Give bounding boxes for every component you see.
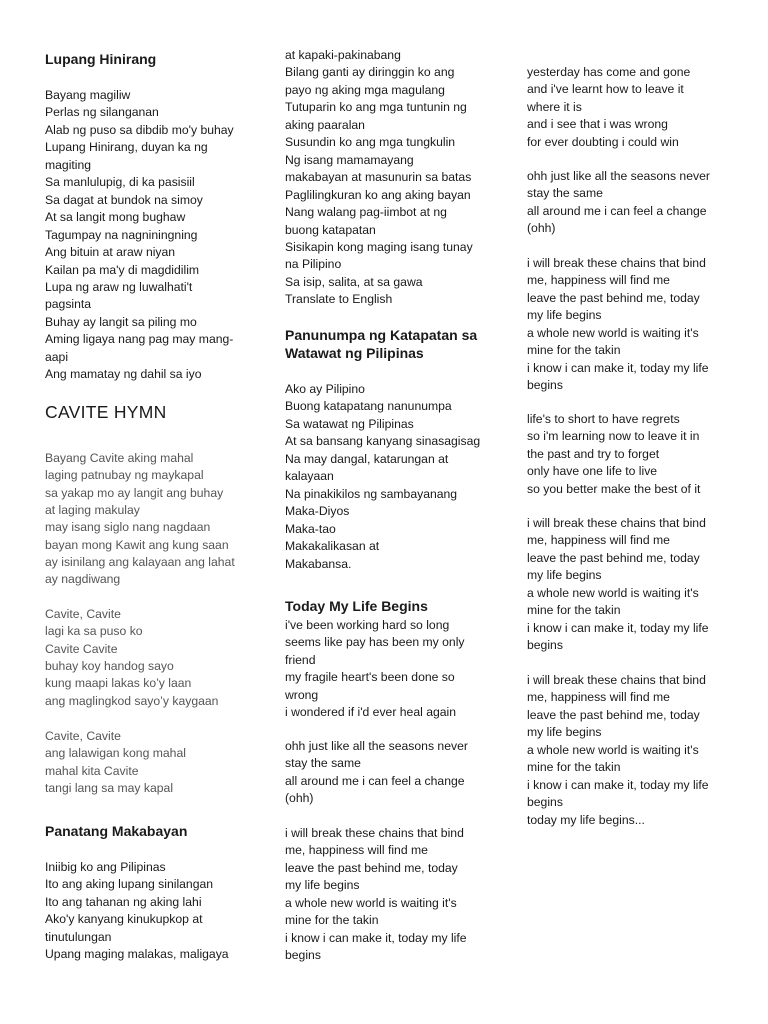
today-my-life-begins-title: Today My Life Begins xyxy=(285,598,428,614)
lyric-line: today my life begins... xyxy=(527,812,645,827)
lyric-line: a whole new world is waiting it's xyxy=(527,585,699,600)
lyric-line: aking paaralan xyxy=(285,117,365,132)
lyric-line: ay isinilang ang kalayaan ang lahat xyxy=(45,554,235,569)
lyric-line: Makabansa. xyxy=(285,556,352,571)
lyric-line: Makakalikasan at xyxy=(285,539,380,554)
lyric-line: i will break these chains that bind xyxy=(285,826,464,840)
lyric-line: i've been working hard so long xyxy=(285,618,450,632)
lyric-line: a whole new world is waiting it's xyxy=(527,325,699,340)
lyric-line: my fragile heart's been done so xyxy=(285,670,455,685)
lyric-line: and i see that i was wrong xyxy=(527,117,668,132)
lyric-line: me, happiness will find me xyxy=(527,273,670,288)
cavite-hymn-title: CAVITE HYMN xyxy=(45,402,167,422)
lyric-line: Translate to English xyxy=(285,292,393,307)
lyric-line: and i've learnt how to leave it xyxy=(527,82,684,97)
lyric-line: so i'm learning now to leave it in xyxy=(527,429,700,444)
lyric-line: pagsinta xyxy=(45,297,92,312)
lyric-line: Tutuparin ko ang mga tuntunin ng xyxy=(285,100,467,115)
lyric-line: Ang bituin at araw niyan xyxy=(45,245,176,260)
lyric-line: i know i can make it, today my life xyxy=(527,620,709,635)
lyric-line: Maka-Diyos xyxy=(285,504,350,519)
lyric-line: Lupang Hinirang, duyan ka ng xyxy=(45,140,208,155)
lyric-line: Cavite Cavite xyxy=(45,641,118,656)
lyric-line: me, happiness will find me xyxy=(285,843,428,858)
lyric-line: bayan mong Kawit ang kung saan xyxy=(45,537,229,552)
lyric-line: Maka-tao xyxy=(285,521,336,536)
lyric-line: i will break these chains that bind xyxy=(527,516,706,530)
lyric-line: where it is xyxy=(527,99,582,114)
lyric-line: Na pinakikilos ng sambayanang xyxy=(285,486,458,501)
lyric-line: tinutulungan xyxy=(45,929,112,944)
lyric-line: buhay koy handog sayo xyxy=(45,658,174,673)
lyric-line: mine for the takin xyxy=(527,343,621,358)
lyric-line: Cavite, Cavite xyxy=(45,729,121,743)
lyric-line: i will break these chains that bind xyxy=(527,256,706,270)
lyric-line: payo ng aking mga magulang xyxy=(285,82,445,97)
lupang-hinirang-title: Lupang Hinirang xyxy=(45,51,157,67)
lyric-line: my life begins xyxy=(527,308,602,323)
lyric-line: ang lalawigan kong mahal xyxy=(45,746,186,761)
lyric-line: begins xyxy=(285,948,321,963)
lyric-line: i know i can make it, today my life xyxy=(527,777,709,792)
lyric-line: Sa watawat ng Pilipinas xyxy=(285,416,414,431)
lyric-line: seems like pay has been my only xyxy=(285,635,465,650)
lyric-line: mine for the takin xyxy=(527,603,621,618)
lyric-line: Lupa ng araw ng luwalhati't xyxy=(45,279,193,294)
lyric-line: the past and try to forget xyxy=(527,446,660,461)
lyric-line: (ohh) xyxy=(285,791,314,806)
lyric-line: a whole new world is waiting it's xyxy=(285,895,457,910)
lyric-line: Sa dagat at bundok na simoy xyxy=(45,192,203,207)
lyric-line: a whole new world is waiting it's xyxy=(527,742,699,757)
lyric-line: makabayan at masunurin sa batas xyxy=(285,170,472,185)
lyric-line: Susundin ko ang mga tungkulin xyxy=(285,135,456,150)
lyric-line: sa yakap mo ay langit ang buhay xyxy=(45,485,224,500)
lyric-line: Ito ang aking lupang sinilangan xyxy=(45,877,214,892)
lyric-line: my life begins xyxy=(527,568,602,583)
lyric-line: friend xyxy=(285,652,316,667)
panunumpa-title-line-1: Panunumpa ng Katapatan sa xyxy=(285,327,478,343)
lyric-line: At sa langit mong bughaw xyxy=(45,210,186,225)
lyric-line: Cavite, Cavite xyxy=(45,607,121,621)
lyric-line: leave the past behind me, today xyxy=(285,860,458,875)
lyric-line: laging patnubay ng maykapal xyxy=(45,468,204,483)
lyric-line: ohh just like all the seasons never xyxy=(285,739,468,753)
lyric-line: (ohh) xyxy=(527,221,556,236)
lyric-line: leave the past behind me, today xyxy=(527,550,700,565)
lyric-line: Buong katapatang nanunumpa xyxy=(285,399,452,414)
lyric-line: Aming ligaya nang pag may mang- xyxy=(45,332,234,347)
lyric-line: i know i can make it, today my life xyxy=(527,360,709,375)
lyric-line: leave the past behind me, today xyxy=(527,290,700,305)
lyric-line: Bayang Cavite aking mahal xyxy=(45,451,194,465)
lyric-line: my life begins xyxy=(527,725,602,740)
lyric-line: leave the past behind me, today xyxy=(527,707,700,722)
lyric-line: me, happiness will find me xyxy=(527,690,670,705)
lyric-line: all around me i can feel a change xyxy=(285,773,465,788)
lyric-line: ang maglingkod sayo’y kaygaan xyxy=(45,693,219,708)
lyric-line: Ako'y kanyang kinukupkop at xyxy=(45,912,203,927)
lyric-line: Nang walang pag-iimbot at ng xyxy=(285,205,447,220)
lyric-line: may isang siglo nang nagdaan xyxy=(45,520,211,535)
lyric-line: begins xyxy=(527,638,563,653)
lyric-line: At sa bansang kanyang sinasagisag xyxy=(285,434,481,449)
lyric-line: i know i can make it, today my life xyxy=(285,930,467,945)
lyric-line: my life begins xyxy=(285,878,360,893)
lyric-line: ay nagdiwang xyxy=(45,572,121,587)
lyric-line: stay the same xyxy=(527,186,603,201)
lyric-line: mahal kita Cavite xyxy=(45,763,139,778)
lyric-line: life's to short to have regrets xyxy=(527,412,680,426)
lyric-line: me, happiness will find me xyxy=(527,533,670,548)
lyric-line: Ang mamatay ng dahil sa iyo xyxy=(45,367,202,382)
lyric-line: ohh just like all the seasons never xyxy=(527,169,710,183)
lyric-line: Tagumpay na nagniningning xyxy=(45,227,198,242)
lyric-line: Ako ay Pilipino xyxy=(285,382,365,396)
lyric-line: lagi ka sa puso ko xyxy=(45,624,143,639)
lyric-line: Perlas ng silanganan xyxy=(45,105,159,120)
lyric-line: Bilang ganti ay diringgin ko ang xyxy=(285,65,455,80)
lyric-line: Sa manlulupig, di ka pasisiil xyxy=(45,175,195,190)
lyric-line: i wondered if i'd ever heal again xyxy=(285,705,457,720)
lyric-line: Buhay ay langit sa piling mo xyxy=(45,314,197,329)
lyric-line: tangi lang sa may kapal xyxy=(45,780,174,795)
lyric-line: stay the same xyxy=(285,756,361,771)
lyric-line: wrong xyxy=(285,687,319,702)
lyric-line: all around me i can feel a change xyxy=(527,203,707,218)
lyric-line: Ito ang tahanan ng aking lahi xyxy=(45,894,202,909)
lyric-line: Sa isip, salita, at sa gawa xyxy=(285,274,423,289)
panatang-makabayan-title: Panatang Makabayan xyxy=(45,823,188,839)
lyric-line: aapi xyxy=(45,349,69,364)
lyric-line: Iniibig ko ang Pilipinas xyxy=(45,860,166,874)
lyric-line: kung maapi lakas ko’y laan xyxy=(45,676,192,691)
lyric-line: buong katapatan xyxy=(285,222,376,237)
lyric-line: magiting xyxy=(45,157,92,172)
lyric-line: at laging makulay xyxy=(45,502,140,517)
lyric-line: begins xyxy=(527,795,563,810)
lyric-line: only have one life to live xyxy=(527,464,658,479)
lyric-line: Kailan pa ma'y di magdidilim xyxy=(45,262,200,277)
lyric-line: Bayang magiliw xyxy=(45,88,131,102)
panunumpa-title-line-2: Watawat ng Pilipinas xyxy=(285,345,424,361)
lyric-line: Upang maging malakas, maligaya xyxy=(45,947,229,962)
lyric-line: for ever doubting i could win xyxy=(527,134,679,149)
lyric-line: so you better make the best of it xyxy=(527,481,701,496)
lyric-line: Paglilingkuran ko ang aking bayan xyxy=(285,187,471,202)
lyric-line: mine for the takin xyxy=(527,760,621,775)
lyric-line: mine for the takin xyxy=(285,913,379,928)
lyric-line: Na may dangal, katarungan at xyxy=(285,451,449,466)
lyric-line: yesterday has come and gone xyxy=(527,65,691,79)
lyric-line: kalayaan xyxy=(285,469,334,484)
lyric-line: begins xyxy=(527,378,563,393)
lyric-line: Alab ng puso sa dibdib mo'y buhay xyxy=(45,122,234,137)
lyric-line: at kapaki-pakinabang xyxy=(285,48,401,62)
lyric-line: na Pilipino xyxy=(285,257,342,272)
lyric-line: Sisikapin kong maging isang tunay xyxy=(285,239,473,254)
lyric-line: Ng isang mamamayang xyxy=(285,152,414,167)
lyric-line: i will break these chains that bind xyxy=(527,673,706,687)
